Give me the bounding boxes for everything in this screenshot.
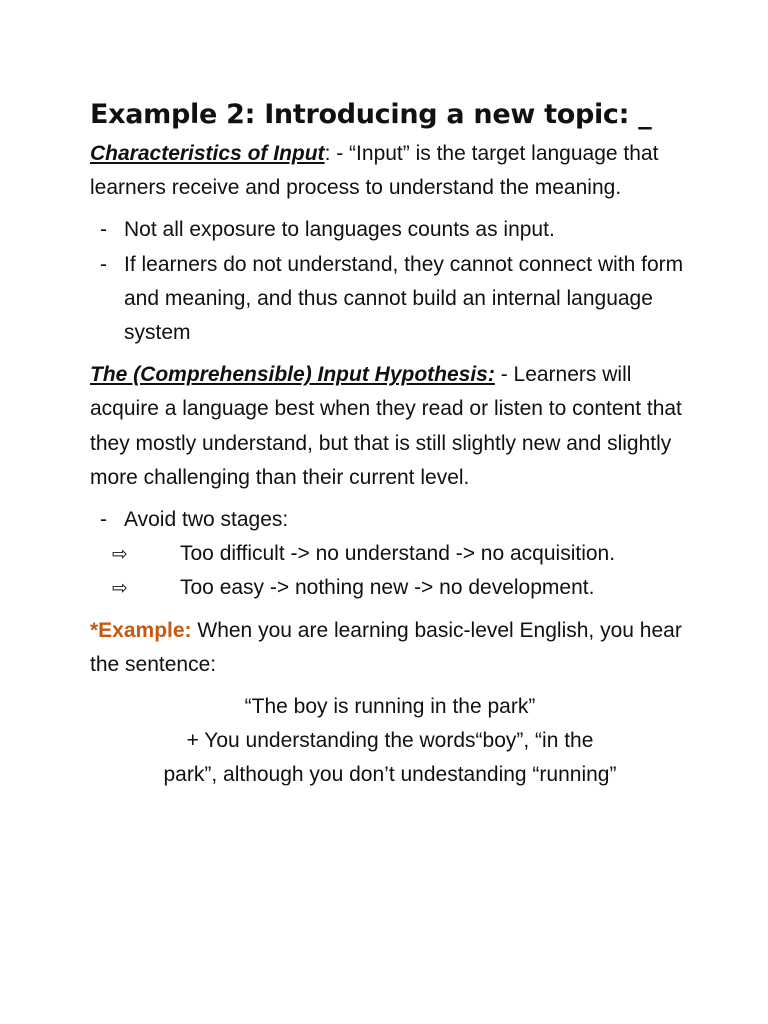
list-item-text: Avoid two stages:: [124, 508, 289, 532]
example-quote: “The boy is running in the park”: [244, 695, 536, 719]
hypothesis-text: - Learners will acquire a language best when they read or listen to content that they mostly understand, but that is still slightly new and slightly more challenging than their current level.: [90, 363, 682, 489]
list-item-text: Too difficult -> no understand -> no acquisition.: [180, 542, 616, 566]
list-item-text: If learners do not understand, they cannot connect with form and meaning, and thus cannot build an internal language system: [124, 252, 684, 345]
characteristics-text: : - “Input” is the target language that learners receive and process to understand the meaning.: [90, 142, 659, 200]
arrow-right-icon: ⇨: [112, 543, 128, 566]
list-item: [90, 213, 690, 247]
document-page: [90, 95, 690, 793]
list-item: [90, 537, 690, 571]
hypothesis-paragraph: [90, 358, 690, 495]
example-note-line-2: park”, although you don’t undestanding “running”: [163, 763, 617, 787]
stages-list: [90, 537, 690, 605]
dash-bullet: -: [100, 508, 107, 532]
page-title: Example 2: Introducing a new topic: _: [90, 99, 652, 130]
example-label: *Example:: [90, 618, 192, 642]
list-item-text: Too easy -> nothing new -> no development.: [180, 576, 595, 600]
example-block: [90, 690, 690, 793]
list-item: [90, 248, 690, 351]
list-item: [90, 503, 690, 537]
example-paragraph: [90, 614, 690, 682]
hypothesis-list: [90, 503, 690, 537]
list-item: [90, 571, 690, 605]
characteristics-term: Characteristics of Input: [90, 142, 325, 165]
list-item-text: Not all exposure to languages counts as input.: [124, 218, 555, 242]
example-note-line-1: + You understanding the words“boy”, “in the: [186, 729, 594, 753]
characteristics-paragraph: [90, 137, 690, 205]
characteristics-list: [90, 213, 690, 350]
example-text: When you are learning basic-level English, you hear the sentence:: [90, 618, 682, 676]
hypothesis-term: The (Comprehensible) Input Hypothesis:: [90, 363, 495, 387]
dash-bullet: -: [100, 252, 107, 276]
arrow-right-icon: ⇨: [112, 577, 128, 600]
dash-bullet: -: [100, 218, 107, 242]
